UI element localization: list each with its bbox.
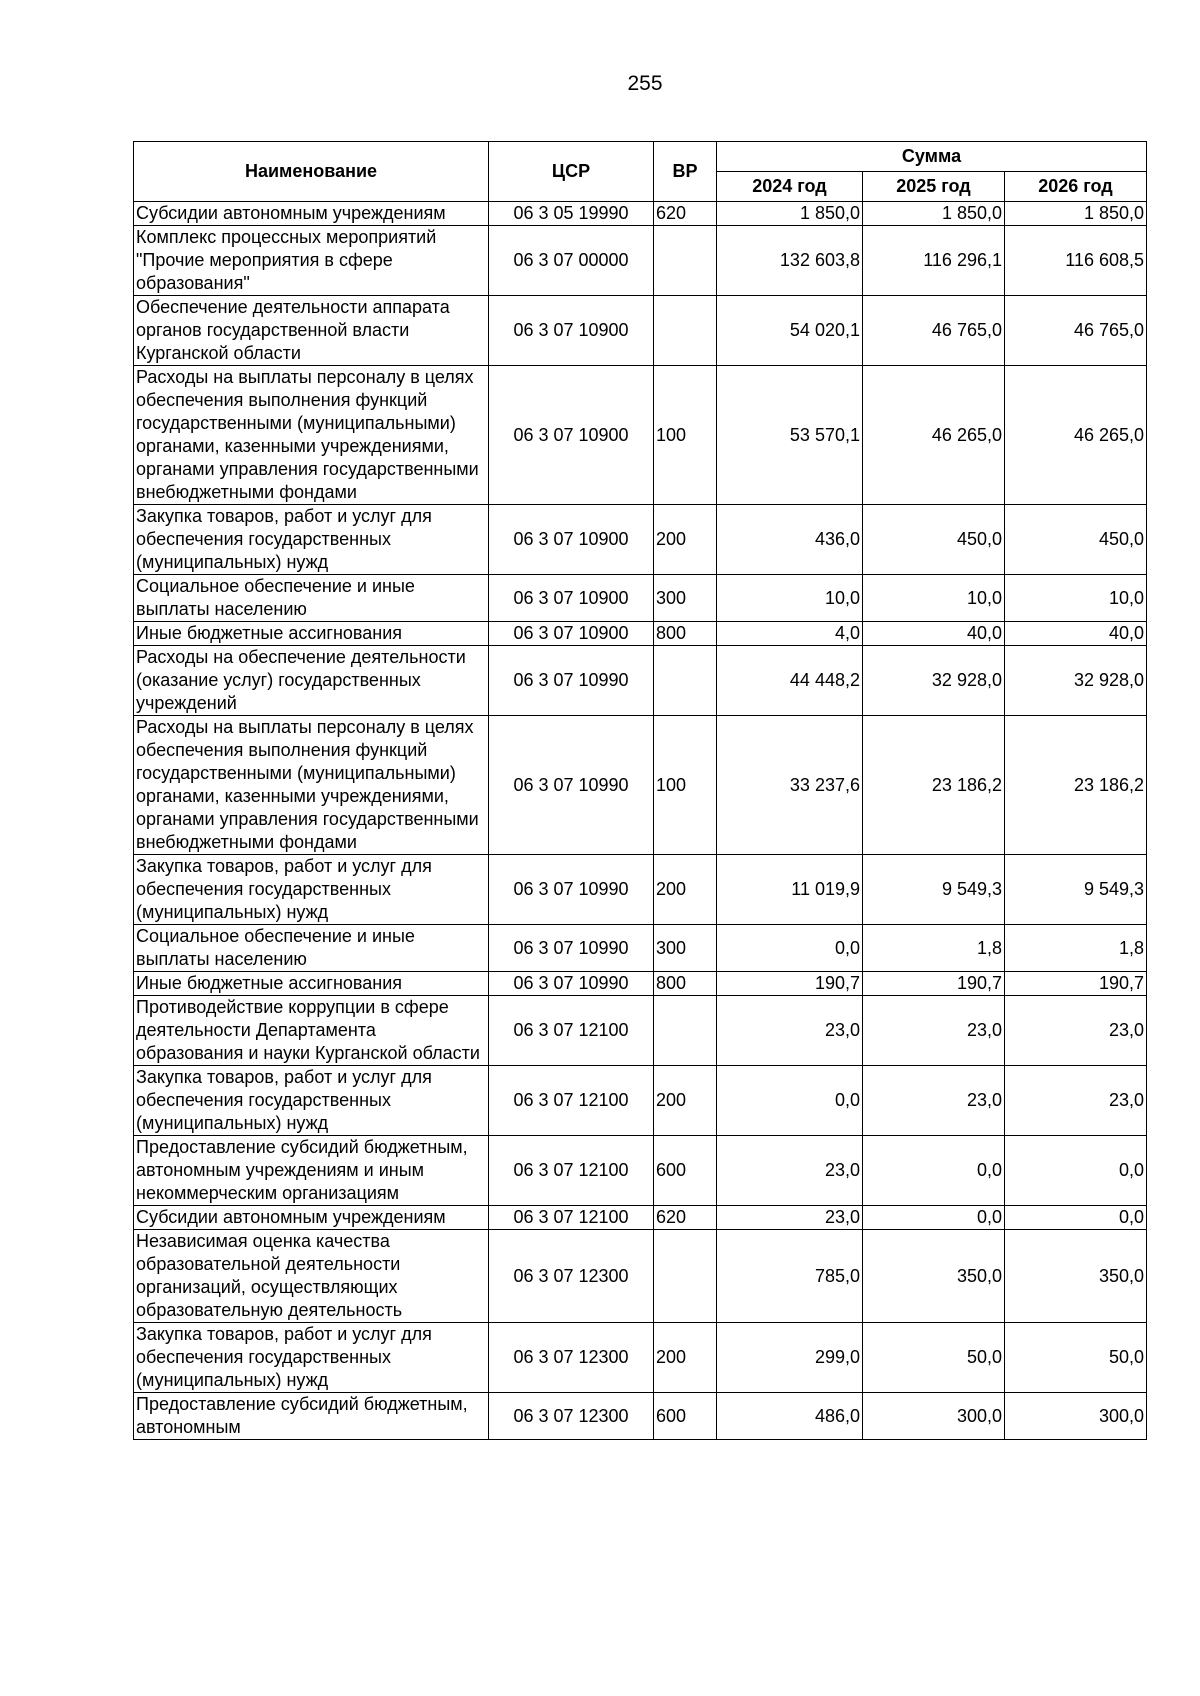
cell-name: Противодействие коррупции в сфере деятельности Департамента образования и науки Курганской области bbox=[134, 996, 489, 1066]
cell-sum-2024: 0,0 bbox=[717, 1066, 863, 1136]
cell-vr: 200 bbox=[654, 1066, 717, 1136]
table-row bbox=[134, 296, 1147, 366]
cell-vr: 100 bbox=[654, 716, 717, 855]
header-name: Наименование bbox=[134, 142, 489, 202]
cell-sum-2024: 23,0 bbox=[717, 996, 863, 1066]
cell-vr bbox=[654, 996, 717, 1066]
cell-csr: 06 3 07 00000 bbox=[489, 226, 654, 296]
cell-vr: 600 bbox=[654, 1136, 717, 1206]
cell-csr: 06 3 07 10900 bbox=[489, 505, 654, 575]
table-row bbox=[134, 972, 1147, 996]
cell-sum-2024: 299,0 bbox=[717, 1323, 863, 1393]
cell-sum-2024: 44 448,2 bbox=[717, 646, 863, 716]
cell-sum-2025: 23,0 bbox=[863, 1066, 1005, 1136]
header-vr: ВР bbox=[654, 142, 717, 202]
cell-csr: 06 3 07 10900 bbox=[489, 575, 654, 622]
budget-table bbox=[133, 141, 1147, 1440]
table-row bbox=[134, 1393, 1147, 1440]
cell-sum-2026: 23 186,2 bbox=[1005, 716, 1147, 855]
cell-sum-2026: 10,0 bbox=[1005, 575, 1147, 622]
cell-vr: 200 bbox=[654, 1323, 717, 1393]
cell-sum-2025: 50,0 bbox=[863, 1323, 1005, 1393]
cell-csr: 06 3 07 12100 bbox=[489, 996, 654, 1066]
cell-sum-2026: 450,0 bbox=[1005, 505, 1147, 575]
cell-sum-2026: 46 765,0 bbox=[1005, 296, 1147, 366]
cell-sum-2025: 0,0 bbox=[863, 1206, 1005, 1230]
cell-csr: 06 3 07 10990 bbox=[489, 972, 654, 996]
cell-sum-2025: 116 296,1 bbox=[863, 226, 1005, 296]
cell-csr: 06 3 07 10990 bbox=[489, 925, 654, 972]
cell-sum-2025: 9 549,3 bbox=[863, 855, 1005, 925]
cell-csr: 06 3 07 12300 bbox=[489, 1230, 654, 1323]
cell-sum-2026: 350,0 bbox=[1005, 1230, 1147, 1323]
cell-csr: 06 3 07 12100 bbox=[489, 1206, 654, 1230]
cell-name: Иные бюджетные ассигнования bbox=[134, 622, 489, 646]
cell-sum-2026: 40,0 bbox=[1005, 622, 1147, 646]
table-row bbox=[134, 646, 1147, 716]
cell-sum-2025: 32 928,0 bbox=[863, 646, 1005, 716]
table-row bbox=[134, 1066, 1147, 1136]
cell-vr: 100 bbox=[654, 366, 717, 505]
cell-sum-2024: 54 020,1 bbox=[717, 296, 863, 366]
cell-csr: 06 3 07 12300 bbox=[489, 1323, 654, 1393]
cell-vr: 300 bbox=[654, 925, 717, 972]
cell-csr: 06 3 07 10990 bbox=[489, 855, 654, 925]
table-row bbox=[134, 1206, 1147, 1230]
table-row bbox=[134, 855, 1147, 925]
cell-vr: 200 bbox=[654, 855, 717, 925]
table-body bbox=[134, 202, 1147, 1440]
cell-sum-2024: 23,0 bbox=[717, 1136, 863, 1206]
cell-sum-2025: 300,0 bbox=[863, 1393, 1005, 1440]
cell-name: Расходы на выплаты персоналу в целях обеспечения выполнения функций государственными (муниципальными) органами, казенными учреждениями, органами управления государственными внебюджетными фондами bbox=[134, 716, 489, 855]
cell-sum-2024: 33 237,6 bbox=[717, 716, 863, 855]
cell-name: Субсидии автономным учреждениям bbox=[134, 1206, 489, 1230]
cell-sum-2024: 132 603,8 bbox=[717, 226, 863, 296]
cell-sum-2026: 190,7 bbox=[1005, 972, 1147, 996]
cell-csr: 06 3 05 19990 bbox=[489, 202, 654, 226]
header-csr: ЦСР bbox=[489, 142, 654, 202]
page-number: 255 bbox=[627, 72, 663, 95]
cell-sum-2025: 1,8 bbox=[863, 925, 1005, 972]
cell-name: Закупка товаров, работ и услуг для обеспечения государственных (муниципальных) нужд bbox=[134, 1066, 489, 1136]
cell-csr: 06 3 07 10990 bbox=[489, 646, 654, 716]
cell-vr: 620 bbox=[654, 1206, 717, 1230]
cell-sum-2026: 116 608,5 bbox=[1005, 226, 1147, 296]
cell-sum-2024: 10,0 bbox=[717, 575, 863, 622]
cell-sum-2025: 350,0 bbox=[863, 1230, 1005, 1323]
cell-name: Независимая оценка качества образовательной деятельности организаций, осуществляющих образовательную деятельность bbox=[134, 1230, 489, 1323]
cell-sum-2026: 0,0 bbox=[1005, 1136, 1147, 1206]
cell-sum-2025: 10,0 bbox=[863, 575, 1005, 622]
cell-sum-2024: 190,7 bbox=[717, 972, 863, 996]
cell-csr: 06 3 07 10900 bbox=[489, 366, 654, 505]
cell-vr: 620 bbox=[654, 202, 717, 226]
cell-sum-2026: 46 265,0 bbox=[1005, 366, 1147, 505]
cell-sum-2025: 23,0 bbox=[863, 996, 1005, 1066]
cell-sum-2026: 32 928,0 bbox=[1005, 646, 1147, 716]
cell-sum-2024: 486,0 bbox=[717, 1393, 863, 1440]
cell-vr: 600 bbox=[654, 1393, 717, 1440]
cell-sum-2024: 785,0 bbox=[717, 1230, 863, 1323]
cell-sum-2025: 0,0 bbox=[863, 1136, 1005, 1206]
table-row bbox=[134, 505, 1147, 575]
cell-sum-2026: 0,0 bbox=[1005, 1206, 1147, 1230]
cell-name: Закупка товаров, работ и услуг для обеспечения государственных (муниципальных) нужд bbox=[134, 505, 489, 575]
cell-csr: 06 3 07 12100 bbox=[489, 1066, 654, 1136]
cell-sum-2026: 300,0 bbox=[1005, 1393, 1147, 1440]
table-row bbox=[134, 925, 1147, 972]
cell-name: Предоставление субсидий бюджетным, автономным учреждениям и иным некоммерческим организациям bbox=[134, 1136, 489, 1206]
cell-name: Предоставление субсидий бюджетным, автономным bbox=[134, 1393, 489, 1440]
cell-csr: 06 3 07 10900 bbox=[489, 622, 654, 646]
cell-name: Субсидии автономным учреждениям bbox=[134, 202, 489, 226]
header-sum: Сумма bbox=[717, 142, 1147, 172]
table-row bbox=[134, 1230, 1147, 1323]
cell-name: Закупка товаров, работ и услуг для обеспечения государственных (муниципальных) нужд bbox=[134, 1323, 489, 1393]
cell-sum-2026: 1 850,0 bbox=[1005, 202, 1147, 226]
cell-vr: 800 bbox=[654, 622, 717, 646]
cell-name: Иные бюджетные ассигнования bbox=[134, 972, 489, 996]
cell-vr bbox=[654, 646, 717, 716]
table-row bbox=[134, 575, 1147, 622]
cell-vr bbox=[654, 296, 717, 366]
cell-sum-2024: 0,0 bbox=[717, 925, 863, 972]
cell-sum-2024: 436,0 bbox=[717, 505, 863, 575]
cell-vr: 200 bbox=[654, 505, 717, 575]
table-row bbox=[134, 716, 1147, 855]
table-row bbox=[134, 1323, 1147, 1393]
cell-sum-2025: 450,0 bbox=[863, 505, 1005, 575]
cell-sum-2024: 53 570,1 bbox=[717, 366, 863, 505]
cell-name: Расходы на обеспечение деятельности (оказание услуг) государственных учреждений bbox=[134, 646, 489, 716]
table-row bbox=[134, 622, 1147, 646]
table-row bbox=[134, 1136, 1147, 1206]
cell-vr: 300 bbox=[654, 575, 717, 622]
cell-name: Социальное обеспечение и иные выплаты населению bbox=[134, 925, 489, 972]
cell-sum-2024: 23,0 bbox=[717, 1206, 863, 1230]
table-row bbox=[134, 226, 1147, 296]
table-row bbox=[134, 202, 1147, 226]
header-year-2025: 2025 год bbox=[863, 172, 1005, 202]
cell-sum-2024: 11 019,9 bbox=[717, 855, 863, 925]
cell-name: Комплекс процессных мероприятий "Прочие мероприятия в сфере образования" bbox=[134, 226, 489, 296]
cell-sum-2026: 50,0 bbox=[1005, 1323, 1147, 1393]
header-year-2026: 2026 год bbox=[1005, 172, 1147, 202]
table-row bbox=[134, 996, 1147, 1066]
cell-vr: 800 bbox=[654, 972, 717, 996]
header-year-2024: 2024 год bbox=[717, 172, 863, 202]
table-row bbox=[134, 366, 1147, 505]
cell-name: Социальное обеспечение и иные выплаты населению bbox=[134, 575, 489, 622]
cell-sum-2026: 1,8 bbox=[1005, 925, 1147, 972]
cell-sum-2025: 1 850,0 bbox=[863, 202, 1005, 226]
cell-sum-2025: 23 186,2 bbox=[863, 716, 1005, 855]
cell-name: Закупка товаров, работ и услуг для обеспечения государственных (муниципальных) нужд bbox=[134, 855, 489, 925]
cell-sum-2026: 23,0 bbox=[1005, 996, 1147, 1066]
cell-sum-2024: 1 850,0 bbox=[717, 202, 863, 226]
cell-name: Обеспечение деятельности аппарата органов государственной власти Курганской области bbox=[134, 296, 489, 366]
cell-csr: 06 3 07 10990 bbox=[489, 716, 654, 855]
cell-sum-2025: 46 765,0 bbox=[863, 296, 1005, 366]
cell-csr: 06 3 07 12300 bbox=[489, 1393, 654, 1440]
cell-sum-2026: 9 549,3 bbox=[1005, 855, 1147, 925]
cell-sum-2024: 4,0 bbox=[717, 622, 863, 646]
cell-csr: 06 3 07 12100 bbox=[489, 1136, 654, 1206]
cell-vr bbox=[654, 226, 717, 296]
cell-sum-2025: 46 265,0 bbox=[863, 366, 1005, 505]
cell-sum-2026: 23,0 bbox=[1005, 1066, 1147, 1136]
cell-sum-2025: 40,0 bbox=[863, 622, 1005, 646]
cell-sum-2025: 190,7 bbox=[863, 972, 1005, 996]
cell-name: Расходы на выплаты персоналу в целях обеспечения выполнения функций государственными (муниципальными) органами, казенными учреждениями, органами управления государственными внебюджетными фондами bbox=[134, 366, 489, 505]
cell-vr bbox=[654, 1230, 717, 1323]
cell-csr: 06 3 07 10900 bbox=[489, 296, 654, 366]
